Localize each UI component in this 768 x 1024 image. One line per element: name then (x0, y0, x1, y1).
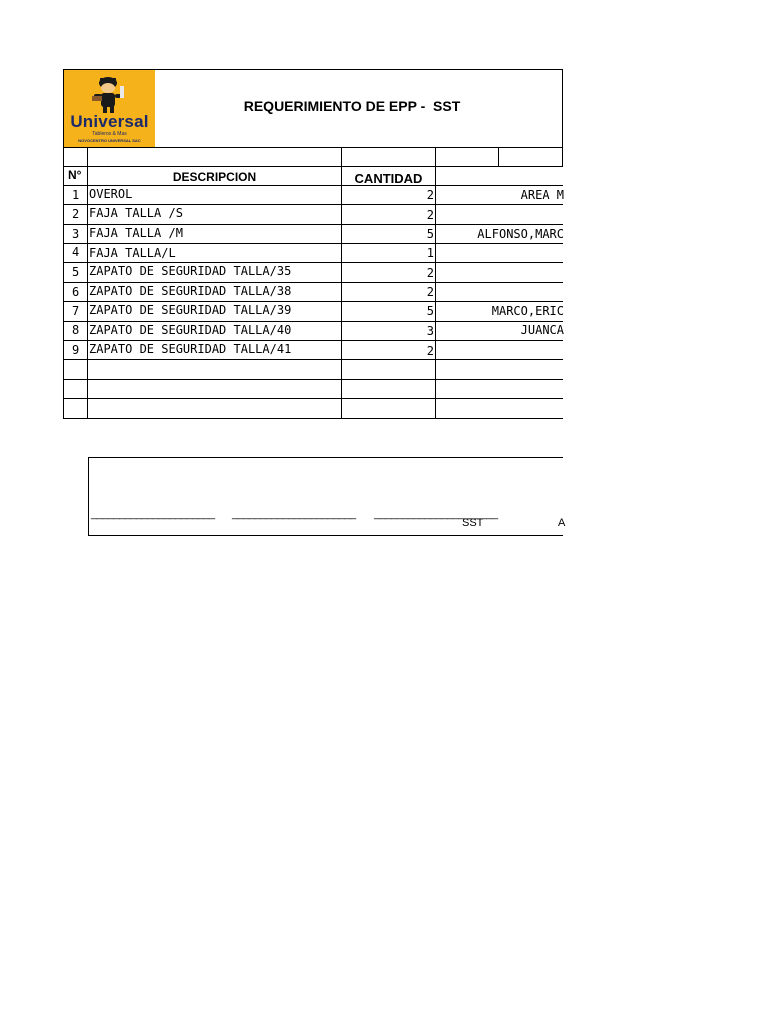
row-quantity: 5 (426, 227, 434, 241)
row-quantity: 2 (426, 285, 434, 299)
grid-line (63, 147, 563, 148)
row-quantity: 3 (426, 324, 434, 338)
table-border (562, 69, 563, 148)
row-quantity: 2 (426, 266, 434, 280)
row-number: 8 (72, 323, 80, 337)
row-description: ZAPATO DE SEGURIDAD TALLA/41 (89, 342, 292, 356)
mascot-icon (64, 70, 155, 114)
signature-box-border (88, 535, 563, 536)
row-quantity: 5 (426, 304, 434, 318)
row-number: 2 (72, 207, 80, 221)
table-border (63, 69, 563, 70)
signature-box-border (88, 457, 89, 536)
row-description: OVEROL (89, 187, 133, 201)
grid-line (562, 147, 563, 166)
row-quantity: 2 (426, 344, 434, 358)
row-description: ZAPATO DE SEGURIDAD TALLA/40 (89, 323, 292, 337)
grid-line (63, 359, 563, 360)
logo-brand: Universal (70, 112, 149, 131)
header-quantity: CANTIDAD (354, 171, 423, 186)
row-quantity: 2 (426, 188, 434, 202)
signature-box-border (88, 457, 563, 458)
row-quantity: 2 (426, 208, 434, 222)
row-number: 4 (72, 245, 80, 259)
row-number: 1 (72, 188, 80, 202)
row-number: 3 (72, 227, 80, 241)
row-number: 6 (72, 285, 80, 299)
row-description: ZAPATO DE SEGURIDAD TALLA/39 (89, 303, 292, 317)
row-note: AREA M (520, 188, 564, 202)
grid-line (63, 166, 563, 167)
signature-line: ______________________ (91, 508, 215, 520)
header-number: N° (68, 168, 82, 182)
row-quantity: 1 (426, 246, 434, 260)
document-title: REQUERIMIENTO DE EPP - SST (243, 98, 461, 114)
grid-line (498, 147, 499, 166)
logo-tagline: Tableros & Mas (92, 131, 127, 137)
row-description: FAJA TALLA /S (89, 206, 183, 220)
grid-line (63, 379, 563, 380)
row-number: 7 (72, 304, 80, 318)
grid-line (63, 398, 563, 399)
logo-company: NOVOCENTRO UNIVERSAL SAC (78, 138, 141, 143)
row-note: JUANCA (520, 323, 564, 337)
grid-line (63, 418, 563, 419)
company-logo (64, 70, 155, 148)
row-note: MARCO,ERIC (491, 304, 564, 318)
row-description: ZAPATO DE SEGURIDAD TALLA/38 (89, 284, 292, 298)
row-note: ALFONSO,MARC (477, 227, 564, 241)
signature-label-partial: A (558, 517, 566, 529)
row-description: FAJA TALLA/L (89, 246, 176, 260)
row-description: FAJA TALLA /M (89, 226, 183, 240)
row-number: 5 (72, 265, 80, 279)
row-description: ZAPATO DE SEGURIDAD TALLA/35 (89, 264, 292, 278)
header-description: DESCRIPCION (172, 170, 257, 184)
signature-label-sst: SST (462, 517, 484, 529)
grid-line (87, 147, 88, 418)
signature-line: ______________________ (232, 508, 356, 520)
row-number: 9 (72, 343, 80, 357)
signature-line: ______________________ (374, 508, 498, 520)
